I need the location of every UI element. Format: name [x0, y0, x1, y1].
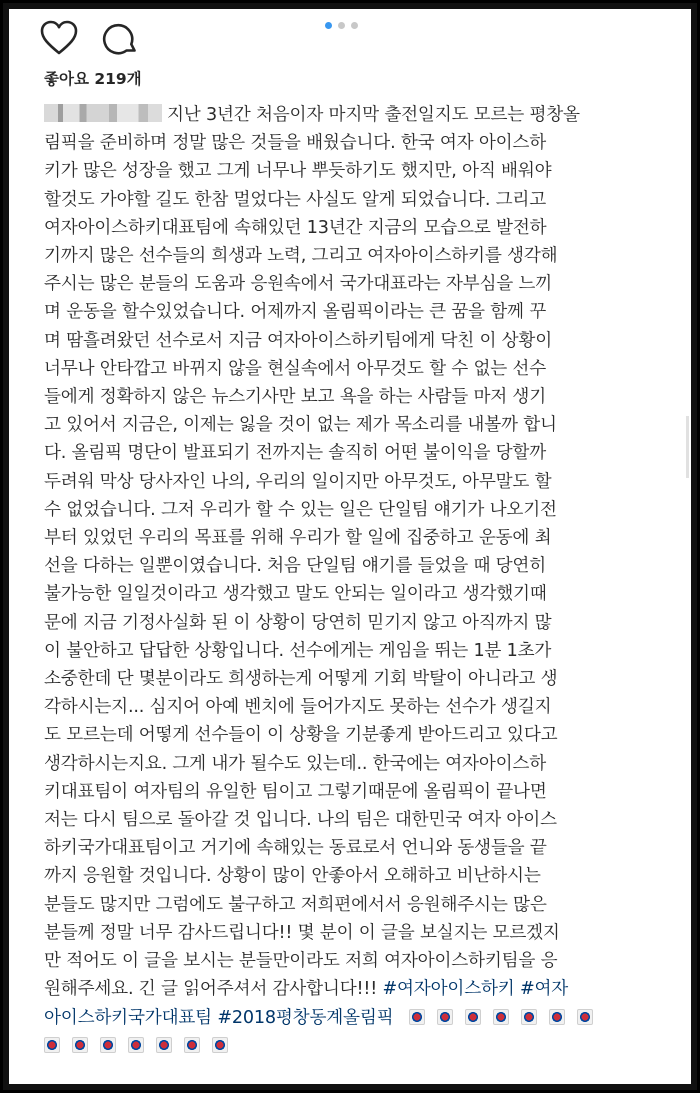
caption-text: 원해주세요. 긴 글 읽어주셔서 감사합니다!!! [44, 979, 378, 1000]
caption-line: 하키국가대표팀이고 거기에 속해있는 동료로서 언니와 동생들을 끝 [44, 838, 547, 859]
korea-flag-emoji [44, 1037, 60, 1053]
caption-line: 키가 많은 성장을 했고 그게 너무나 뿌듯하기도 했지만, 아직 배워야 [44, 161, 552, 182]
caption-line: 키대표팀이 여자팀의 유일한 팀이고 그렇기때문에 올림픽이 끝나면 [44, 781, 547, 802]
korea-flag-emoji [156, 1037, 172, 1053]
korea-flag-emoji [549, 1009, 565, 1025]
korea-flag-emoji [465, 1009, 481, 1025]
carousel-dot [351, 22, 358, 29]
caption-line: 만 적어도 이 글을 보시는 분들만이라도 저희 여자아이스하키팀을 응 [44, 951, 558, 972]
carousel-dot-active [325, 22, 332, 29]
korea-flag-emoji [437, 1009, 453, 1025]
caption-line: 여자아이스하키대표팀에 속해있던 13년간 지금의 모습으로 발전하 [44, 217, 547, 238]
caption-line: 문에 지금 기정사실화 된 이 상황이 당연히 믿기지 않고 아직까지 많 [44, 612, 552, 633]
heart-icon[interactable] [39, 19, 79, 59]
caption-line: 소중한데 단 몇분이라도 희생하는게 어떻게 기회 박탈이 아니라고 생 [44, 669, 558, 690]
screenshot-frame [3, 3, 697, 1090]
caption-line [44, 101, 682, 129]
caption-line: 부터 있었던 우리의 목표를 위해 우리가 할 일에 집중하고 운동에 최 [44, 528, 552, 549]
caption-line: 불가능한 일일것이라고 생각했고 말도 안되는 일이라고 생각했기때 [44, 584, 547, 605]
caption-line: 분들께 정말 너무 감사드립니다!! 몇 분이 이 글을 보실지는 모르겠지 [44, 922, 560, 943]
carousel-dot [338, 22, 345, 29]
username-blurred[interactable] [44, 104, 162, 122]
caption-line: 들에게 정확하지 않은 뉴스기사만 보고 욕을 하는 사람들 마저 생기 [44, 387, 547, 408]
caption-line: 이 불안하고 답답한 상황입니다. 선수에게는 게임을 뛰는 1분 1초가 [44, 640, 552, 661]
caption-text: 지난 3년간 처음이자 마지막 출전일지도 모르는 평창올 [167, 105, 580, 125]
caption-line [44, 1032, 682, 1060]
caption-line: 주시는 많은 분들의 도움과 응원속에서 국가대표라는 자부심을 느끼 [44, 274, 553, 295]
korea-flag-emoji [577, 1009, 593, 1025]
caption-line: 두려워 막상 당사자인 나의, 우리의 일이지만 아무것도, 아무말도 할 [44, 471, 552, 492]
korea-flag-emoji [212, 1037, 228, 1053]
caption-line [44, 975, 682, 1003]
hashtag[interactable]: #여자아이스하키 #여자 [382, 979, 569, 1000]
likes-count[interactable]: 좋아요 219개 [44, 70, 142, 88]
comment-icon[interactable] [101, 19, 141, 59]
caption-line: 할것도 가야할 길도 한참 멀었다는 사실도 알게 되었습니다. 그리고 [44, 189, 547, 210]
caption-line: 까지 응원할 것입니다. 상황이 많이 안좋아서 오해하고 비난하시는 [44, 866, 541, 887]
caption-line: 수 없었습니다. 그저 우리가 할 수 있는 일은 단일팀 얘기가 나오기전 [44, 499, 557, 520]
caption-line: 고 있어서 지금은, 이제는 잃을 것이 없는 제가 목소리를 내볼까 합니 [44, 415, 557, 436]
caption-line: 선을 다하는 일뿐이였습니다. 처음 단일팀 얘기를 들었을 때 당연히 [44, 556, 547, 577]
korea-flag-emoji [100, 1037, 116, 1053]
instagram-post [9, 9, 691, 1084]
caption-line [44, 1004, 682, 1032]
hashtag[interactable]: 아이스하키국가대표팀 #2018평창동계올림픽 [44, 1007, 394, 1028]
korea-flag-emoji [409, 1009, 425, 1025]
korea-flag-emoji [128, 1037, 144, 1053]
caption-line: 생각하시는지요. 그게 내가 될수도 있는데.. 한국에는 여자아이스하 [44, 753, 547, 774]
caption-line: 다. 올림픽 명단이 발표되기 전까지는 솔직히 어떤 불이익을 당할까 [44, 443, 547, 464]
korea-flag-emoji [521, 1009, 537, 1025]
caption [44, 101, 682, 1060]
caption-line: 림픽을 준비하며 정말 많은 것들을 배웠습니다. 한국 여자 아이스하 [44, 133, 547, 154]
caption-line: 저는 다시 팀으로 돌아갈 것 입니다. 나의 팀은 대한민국 여자 아이스 [44, 810, 557, 831]
carousel-indicator [325, 22, 358, 29]
korea-flag-emoji [184, 1037, 200, 1053]
caption-line: 너무나 안타깝고 바뀌지 않을 현실속에서 아무것도 할 수 없는 선수 [44, 358, 547, 379]
action-bar [39, 19, 141, 59]
caption-line: 며 운동을 할수있었습니다. 어제까지 올림픽이라는 큰 꿈을 함께 꾸 [44, 302, 547, 323]
caption-line: 며 땀흘려왔던 선수로서 지금 여자아이스하키팀에게 닥친 이 상황이 [44, 330, 553, 351]
caption-line: 각하시는지... 심지어 아예 벤치에 들어가지도 못하는 선수가 생길지 [44, 697, 552, 718]
korea-flag-emoji [72, 1037, 88, 1053]
korea-flag-emoji [493, 1009, 509, 1025]
caption-line: 분들도 많지만 그럼에도 불구하고 저희편에서서 응원해주시는 많은 [44, 894, 547, 915]
scrollbar[interactable] [686, 416, 689, 478]
caption-line: 도 모르는데 어떻게 선수들이 이 상황을 기분좋게 받아드리고 있다고 [44, 725, 558, 746]
caption-line: 기까지 많은 선수들의 희생과 노력, 그리고 여자아이스하키를 생각해 [44, 246, 558, 267]
